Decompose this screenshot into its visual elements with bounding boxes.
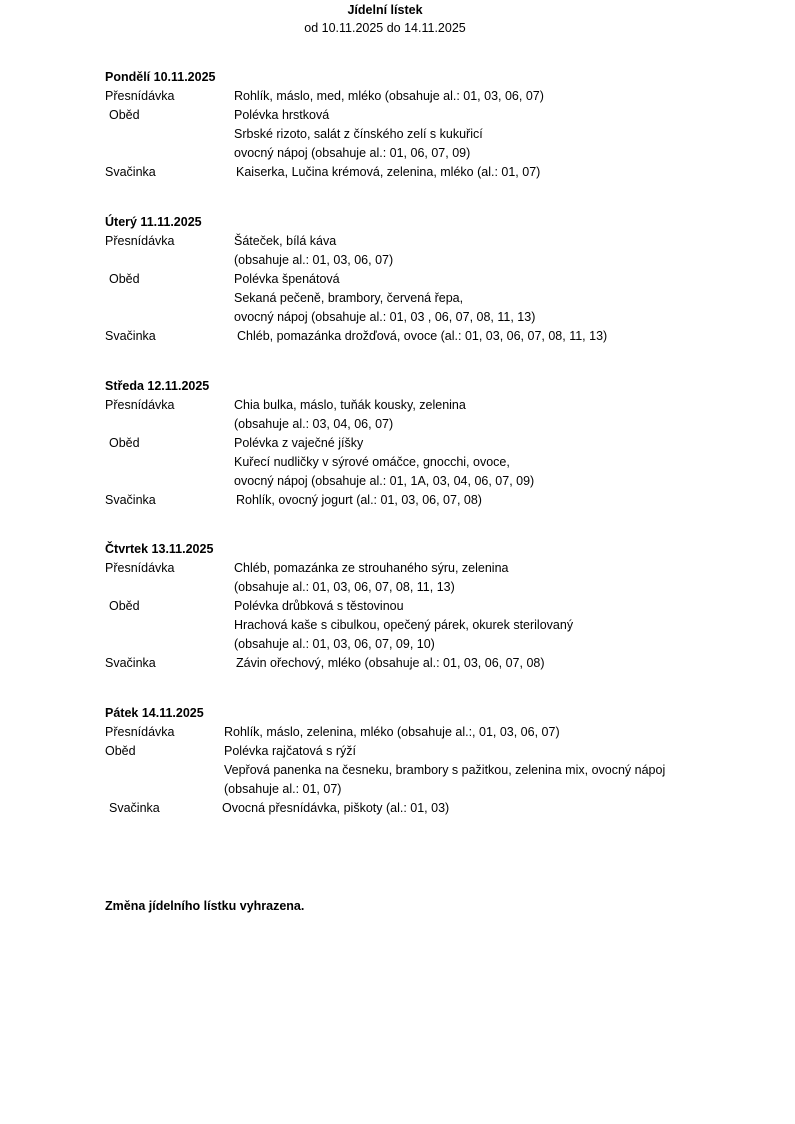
meal-line: ovocný nápoj (obsahuje al.: 01, 1A, 03, 04, 06, 07, 09) — [234, 474, 535, 488]
meal-line: Kuřecí nudličky v sýrové omáčce, gnocchi, ovoce, — [234, 455, 510, 469]
meal-label: Přesnídávka — [105, 725, 175, 739]
meal-line: (obsahuje al.: 01, 03, 06, 07, 08, 11, 13) — [234, 580, 455, 594]
meal-line: ovocný nápoj (obsahuje al.: 01, 03 , 06, 07, 08, 11, 13) — [234, 310, 536, 324]
meal-line: Chléb, pomazánka drožďová, ovoce (al.: 01, 03, 06, 07, 08, 11, 13) — [237, 329, 608, 343]
meal-label: Přesnídávka — [105, 398, 175, 412]
meal-label: Svačinka — [109, 801, 160, 815]
meal-line: (obsahuje al.: 01, 03, 06, 07, 09, 10) — [234, 637, 435, 651]
meal-line: Polévka rajčatová s rýží — [224, 744, 356, 758]
meal-label: Oběd — [109, 272, 140, 286]
meal-label: Svačinka — [105, 165, 156, 179]
meal-label: Přesnídávka — [105, 561, 175, 575]
meal-line: Polévka hrstková — [234, 108, 330, 122]
meal-line: Polévka z vaječné jíšky — [234, 436, 364, 450]
meal-line: Rohlík, máslo, med, mléko (obsahuje al.: 01, 03, 06, 07) — [234, 89, 544, 103]
meal-line: Polévka špenátová — [234, 272, 340, 286]
meal-line: Rohlík, ovocný jogurt (al.: 01, 03, 06, 07, 08) — [236, 493, 482, 507]
meal-line: Sekaná pečeně, brambory, červená řepa, — [234, 291, 464, 305]
footer-note: Změna jídelního lístku vyhrazena. — [105, 899, 305, 913]
meal-line: Hrachová kaše s cibulkou, opečený párek, okurek sterilovaný — [234, 618, 574, 632]
meal-line: Šáteček, bílá káva — [234, 234, 337, 248]
meal-line: Závin ořechový, mléko (obsahuje al.: 01, 03, 06, 07, 08) — [236, 656, 545, 670]
meal-line: Chia bulka, máslo, tuňák kousky, zelenina — [234, 398, 466, 412]
meal-line: (obsahuje al.: 03, 04, 06, 07) — [234, 417, 394, 431]
meal-label: Oběd — [105, 744, 136, 758]
meal-label: Svačinka — [105, 656, 156, 670]
meal-label: Přesnídávka — [105, 234, 175, 248]
meal-line: ovocný nápoj (obsahuje al.: 01, 06, 07, 09) — [234, 146, 471, 160]
meal-label: Oběd — [109, 599, 140, 613]
day-heading: Pátek 14.11.2025 — [105, 706, 204, 720]
date-range: od 10.11.2025 do 14.11.2025 — [304, 21, 466, 35]
meal-line: Ovocná přesnídávka, piškoty (al.: 01, 03) — [222, 801, 450, 815]
day-heading: Úterý 11.11.2025 — [105, 215, 202, 229]
meal-label: Přesnídávka — [105, 89, 175, 103]
day-heading: Čtvrtek 13.11.2025 — [105, 542, 214, 556]
meal-label: Svačinka — [105, 493, 156, 507]
meal-line: Polévka drůbková s těstovinou — [234, 599, 404, 613]
meal-line: Kaiserka, Lučina krémová, zelenina, mléko (al.: 01, 07) — [236, 165, 541, 179]
day-heading: Středa 12.11.2025 — [105, 379, 210, 393]
meal-line: Chléb, pomazánka ze strouhaného sýru, zelenina — [234, 561, 509, 575]
meal-line: (obsahuje al.: 01, 07) — [224, 782, 342, 796]
page-title: Jídelní lístek — [347, 3, 423, 17]
day-heading: Pondělí 10.11.2025 — [105, 70, 216, 84]
meal-line: Srbské rizoto, salát z čínského zelí s kukuřicí — [234, 127, 483, 141]
meal-line: (obsahuje al.: 01, 03, 06, 07) — [234, 253, 394, 267]
meal-label: Oběd — [109, 108, 140, 122]
meal-line: Rohlík, máslo, zelenina, mléko (obsahuje al.:, 01, 03, 06, 07) — [224, 725, 560, 739]
meal-label: Svačinka — [105, 329, 156, 343]
meal-label: Oběd — [109, 436, 140, 450]
meal-line: Vepřová panenka na česneku, brambory s pažitkou, zelenina mix, ovocný nápoj — [224, 763, 666, 777]
